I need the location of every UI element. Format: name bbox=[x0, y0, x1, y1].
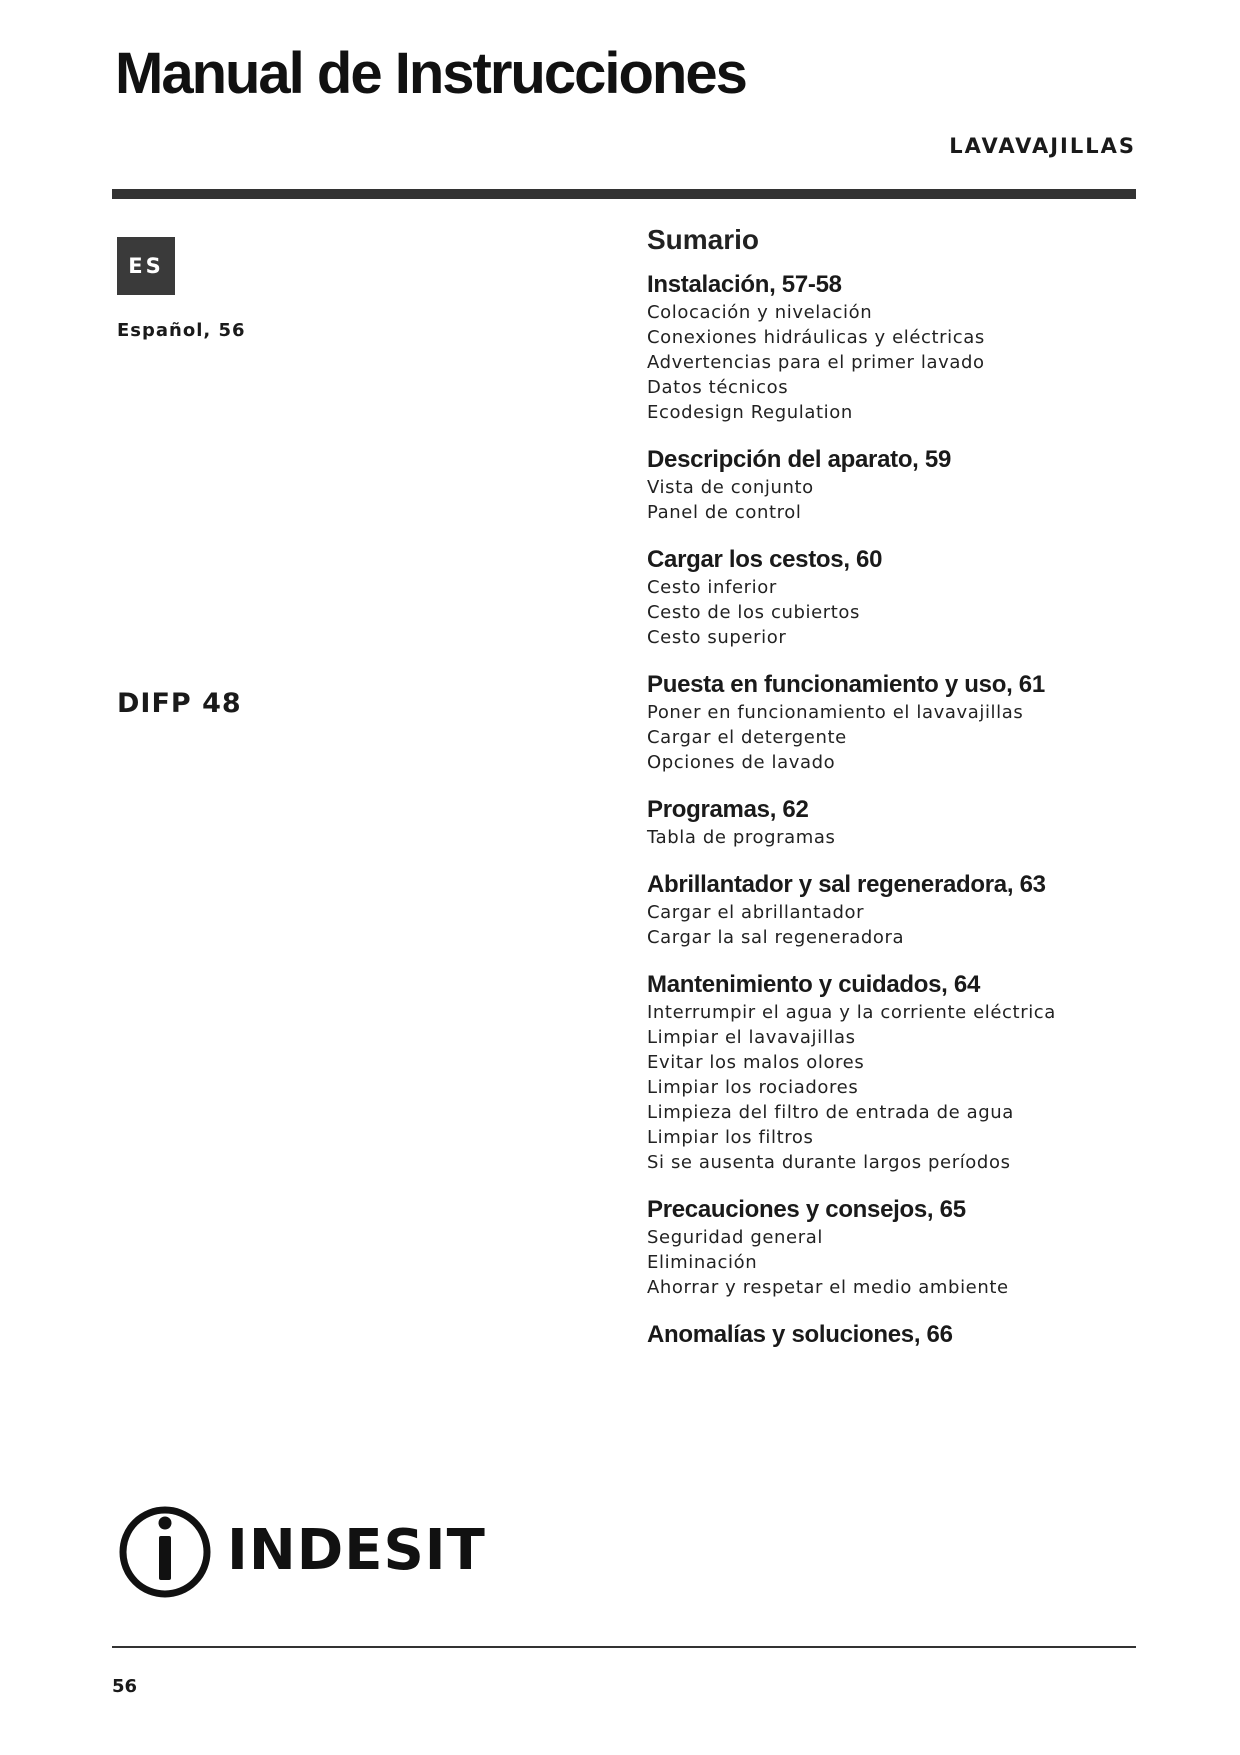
toc-section-item: Limpiar el lavavajillas bbox=[647, 1027, 856, 1048]
toc-section-item: Cargar la sal regeneradora bbox=[647, 927, 905, 948]
page-title: Manual de Instrucciones bbox=[115, 41, 746, 106]
toc-section bbox=[647, 545, 1137, 650]
toc-section-item: Panel de control bbox=[647, 502, 802, 523]
toc-section-title: Descripción del aparato, 59 bbox=[647, 446, 952, 473]
toc-section-title: Mantenimiento y cuidados, 64 bbox=[647, 971, 981, 998]
toc-section-title: Programas, 62 bbox=[647, 796, 809, 823]
toc-section-title: Abrillantador y sal regeneradora, 63 bbox=[647, 871, 1046, 898]
toc-section-item: Datos técnicos bbox=[647, 377, 789, 398]
toc-section-item: Limpiar los filtros bbox=[647, 1127, 814, 1148]
indesit-i-circle-icon bbox=[117, 1502, 213, 1598]
toc-section-item: Evitar los malos olores bbox=[647, 1052, 865, 1073]
toc-section bbox=[647, 270, 1137, 425]
toc-section-item: Si se ausenta durante largos períodos bbox=[647, 1152, 1011, 1173]
toc-section-item: Poner en funcionamiento el lavavajillas bbox=[647, 702, 1024, 723]
toc-section-item: Limpieza del filtro de entrada de agua bbox=[647, 1102, 1014, 1123]
toc-section-item: Advertencias para el primer lavado bbox=[647, 352, 985, 373]
product-category: LAVAVAJILLAS bbox=[949, 134, 1136, 158]
language-badge: ES bbox=[117, 237, 175, 295]
toc-section bbox=[647, 1320, 1137, 1350]
toc-section-title: Precauciones y consejos, 65 bbox=[647, 1196, 966, 1223]
toc-section-item: Opciones de lavado bbox=[647, 752, 836, 773]
toc-section-title: Puesta en funcionamiento y uso, 61 bbox=[647, 671, 1045, 698]
toc-sections bbox=[647, 270, 1137, 1350]
toc-section-title: Instalación, 57-58 bbox=[647, 271, 842, 298]
brand-wordmark: INDESIT bbox=[227, 1517, 486, 1583]
toc-section-title: Anomalías y soluciones, 66 bbox=[647, 1321, 953, 1348]
header-rule bbox=[112, 189, 1136, 199]
toc-section-item: Cesto inferior bbox=[647, 577, 777, 598]
toc-section-item: Eliminación bbox=[647, 1252, 758, 1273]
toc-section-item: Conexiones hidráulicas y eléctricas bbox=[647, 327, 985, 348]
table-of-contents bbox=[647, 224, 1137, 1370]
language-reference: Español, 56 bbox=[117, 320, 246, 341]
toc-section-item: Ahorrar y respetar el medio ambiente bbox=[647, 1277, 1009, 1298]
model-number: DIFP 48 bbox=[117, 688, 242, 719]
toc-section-item: Cargar el abrillantador bbox=[647, 902, 865, 923]
toc-section-item: Cesto de los cubiertos bbox=[647, 602, 861, 623]
page-number: 56 bbox=[112, 1676, 138, 1697]
toc-section-title: Cargar los cestos, 60 bbox=[647, 546, 883, 573]
toc-section-item: Cesto superior bbox=[647, 627, 787, 648]
toc-section bbox=[647, 670, 1137, 775]
toc-heading: Sumario bbox=[647, 224, 760, 255]
toc-section-item: Seguridad general bbox=[647, 1227, 823, 1248]
toc-section bbox=[647, 1195, 1137, 1300]
toc-section-item: Cargar el detergente bbox=[647, 727, 847, 748]
toc-section-item: Interrumpir el agua y la corriente eléctrica bbox=[647, 1002, 1056, 1023]
brand-logo bbox=[117, 1502, 486, 1598]
toc-section bbox=[647, 445, 1137, 525]
toc-section bbox=[647, 970, 1137, 1175]
footer-rule bbox=[112, 1646, 1136, 1648]
toc-section bbox=[647, 795, 1137, 850]
toc-section-item: Tabla de programas bbox=[647, 827, 836, 848]
toc-section-item: Limpiar los rociadores bbox=[647, 1077, 859, 1098]
toc-section-item: Vista de conjunto bbox=[647, 477, 814, 498]
toc-section-item: Colocación y nivelación bbox=[647, 302, 873, 323]
toc-section-item: Ecodesign Regulation bbox=[647, 402, 853, 423]
toc-section bbox=[647, 870, 1137, 950]
